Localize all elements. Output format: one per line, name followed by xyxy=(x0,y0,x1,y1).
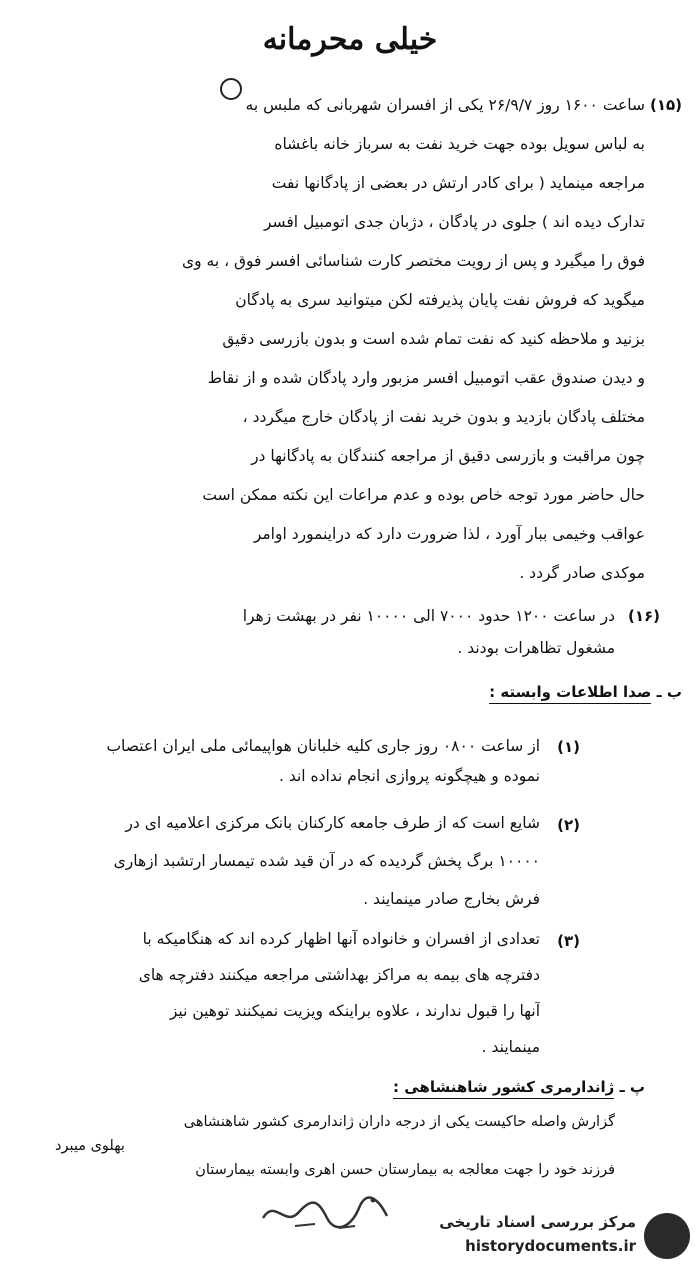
text-line: فرزند خود را جهت معالجه به بیمارستان حسن اهری وابسته بیمارستان xyxy=(195,1162,615,1178)
section-b-heading xyxy=(489,683,682,704)
text-line: به لباس سویل بوده جهت خرید نفت به سرباز خانه باغشاه xyxy=(274,135,645,153)
text-line: فرش بخارج صادر مینمایند . xyxy=(363,890,540,908)
text-line: ساعت ۱۶۰۰ روز ۲۶/۹/۷ یکی از افسران شهربانی که ملبس به xyxy=(245,96,645,114)
section-title: ژاندارمری کشور شاهنشاهی : xyxy=(393,1078,614,1099)
text-line: در ساعت ۱۲۰۰ حدود ۷۰۰۰ الی ۱۰۰۰۰ نفر در بهشت زهرا xyxy=(242,607,615,625)
classification-header: خیلی محرمانه xyxy=(262,22,438,57)
item-paragraph xyxy=(55,603,615,667)
section-label: پ ـ xyxy=(619,1078,645,1096)
item-number: (۱۶) xyxy=(627,607,660,625)
text-line: تدارک دیده اند ) جلوی در پادگان ، دژبان جدی اتومبیل افسر xyxy=(263,213,645,231)
item-paragraph xyxy=(55,810,540,924)
item-number: (۳) xyxy=(557,932,580,950)
item-number: (۲) xyxy=(557,816,580,834)
text-line: مختلف پادگان بازدید و بدون خرید نفت از پادگان خارج میگردد ، xyxy=(242,408,645,426)
text-line: حال حاضر مورد توجه خاص بوده و عدم مراعات این نکته ممکن است xyxy=(202,486,645,504)
text-line: مشغول تظاهرات بودند . xyxy=(457,639,615,657)
text-line: فوق را میگیرد و پس از رویت مختصر کارت شناسائی افسر فوق ، به وی xyxy=(181,252,645,270)
text-line: موکدی صادر گردد . xyxy=(519,564,645,582)
text-line: میگوید که فروش نفت پایان پذیرفته لکن میتوانید سری به پادگان xyxy=(235,291,645,309)
watermark-url: historydocuments.ir xyxy=(465,1237,636,1255)
text-line: بزنید و ملاحظه کنید که نفت تمام شده است و بدون بازرسی دقیق xyxy=(222,330,645,348)
item-number: (۱) xyxy=(557,738,580,756)
watermark xyxy=(370,1207,690,1267)
item-paragraph xyxy=(55,926,540,1070)
text-line: نموده و هیچگونه پروازی انجام نداده اند . xyxy=(278,767,540,785)
text-line: گزارش واصله حاکیست یکی از درجه داران ژاندارمری کشور شاهنشاهی xyxy=(183,1114,615,1130)
section-title: صدا اطلاعات وابسته : xyxy=(489,683,651,704)
text-line: از ساعت ۰۸۰۰ روز جاری کلیه خلبانان هواپیمائی ملی ایران اعتصاب xyxy=(106,737,540,755)
item-number: (۱۵) xyxy=(649,96,682,114)
item-paragraph xyxy=(55,92,645,599)
text-line: تعدادی از افسران و خانواده آنها اظهار کرده اند که هنگامیکه با xyxy=(142,930,540,948)
closing-paragraph xyxy=(45,1110,615,1182)
text-line: مینمایند . xyxy=(481,1038,540,1056)
watermark-logo-icon xyxy=(644,1213,690,1259)
text-line: ۱۰۰۰۰ برگ پخش گردیده که در آن قید شده تیمسار ارتشبد ازهاری xyxy=(113,852,540,870)
text-line: شایع است که از طرف جامعه کارکنان بانک مرکزی اعلامیه ای در xyxy=(125,814,540,832)
text-line: و دیدن صندوق عقب اتومبیل افسر مزبور وارد پادگان شده و از نقاط xyxy=(207,369,645,387)
text-line: آنها را قبول ندارند ، علاوه براینکه ویزیت نمیکنند توهین نیز xyxy=(169,1002,540,1020)
text-line: بهلوی میبرد xyxy=(55,1138,125,1154)
text-line: دفترچه های بیمه به مراکز بهداشتی مراجعه میکنند دفترچه های xyxy=(138,966,540,984)
text-line: عواقب وخیمی ببار آورد ، لذا ضرورت دارد که دراینمورد اوامر xyxy=(253,525,645,543)
text-line: مراجعه مینماید ( برای کادر ارتش در بعضی از پادگانها نفت xyxy=(271,174,645,192)
item-paragraph xyxy=(55,733,540,793)
section-p-heading xyxy=(393,1078,645,1099)
watermark-name: مرکز بررسی اسناد تاریخی xyxy=(439,1213,636,1231)
text-line: چون مراقبت و بازرسی دقیق از مراجعه کنندگان به پادگانها در xyxy=(251,447,645,465)
section-label: ب ـ xyxy=(656,683,682,701)
